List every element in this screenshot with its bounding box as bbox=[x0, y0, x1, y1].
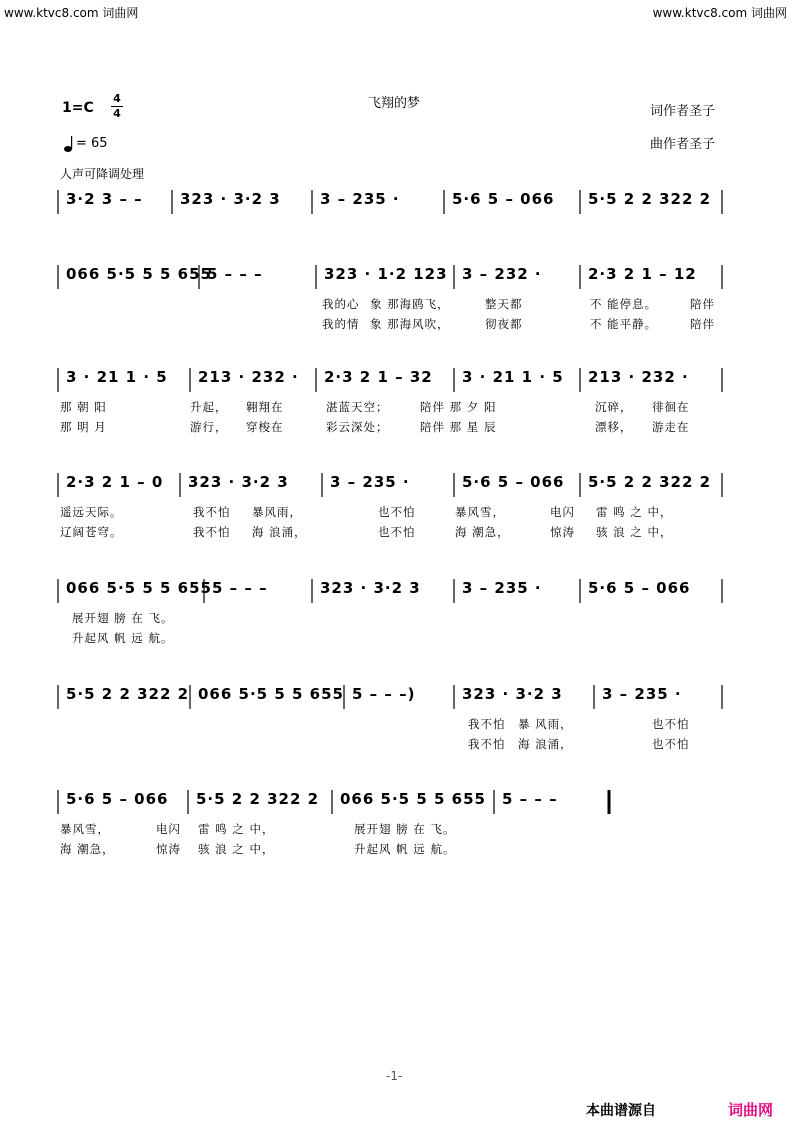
quarter-note-icon bbox=[64, 135, 74, 157]
lyric-verse-1: 我不怕 bbox=[193, 505, 231, 519]
lyricist-credit: 词作者圣子 bbox=[650, 104, 716, 119]
lyric-verse-2: 惊涛 bbox=[156, 842, 181, 856]
measure: 3 – 235 · bbox=[330, 473, 410, 491]
measure: 066 5·5 5 5 655 bbox=[66, 579, 212, 597]
lyric-verse-2: 海 潮急， bbox=[455, 525, 510, 539]
measure: 5·5 2 2 322 2 bbox=[196, 790, 320, 808]
lyric-verse-1: 徘徊在 bbox=[652, 400, 690, 414]
measure: 323 · 3·2 3 bbox=[320, 579, 421, 597]
measure: 3 – 232 · bbox=[462, 265, 542, 283]
measure: 323 · 1·2 123 bbox=[324, 265, 448, 283]
measure: 5·6 5 – 066 bbox=[588, 579, 691, 597]
staff-row bbox=[58, 579, 738, 603]
key-signature: 1=C bbox=[62, 100, 94, 116]
measure: 5 – – – bbox=[207, 265, 263, 283]
lyric-verse-1: 沉碎， bbox=[595, 400, 633, 414]
measure: 3·2 3 – – bbox=[66, 190, 143, 208]
measure: 5 – – – bbox=[502, 790, 558, 808]
measure: 3 – 235 · bbox=[462, 579, 542, 597]
lyric-verse-2: 骇 浪 之 中， bbox=[596, 525, 673, 539]
lyric-verse-2: 骇 浪 之 中， bbox=[198, 842, 275, 856]
watermark-right: www.ktvc8.com 词曲网 bbox=[652, 6, 787, 20]
lyric-verse-2: 我不怕 bbox=[193, 525, 231, 539]
measure: 5·5 2 2 322 2 bbox=[588, 190, 712, 208]
measure: 323 · 3·2 3 bbox=[462, 685, 563, 703]
measure: 5 – – – bbox=[212, 579, 268, 597]
measure: 3 · 21 1 · 5 bbox=[462, 368, 564, 386]
time-signature-bottom: 4 bbox=[113, 107, 121, 120]
measure: 5 – – –) bbox=[352, 685, 416, 703]
measure: 2·3 2 1 – 0 bbox=[66, 473, 164, 491]
lyric-verse-1: 我不怕 bbox=[468, 717, 506, 731]
lyric-verse-1: 暴风雨， bbox=[252, 505, 302, 519]
lyric-verse-2: 游行， bbox=[190, 420, 228, 434]
lyric-verse-1: 翱翔在 bbox=[246, 400, 284, 414]
measure: 323 · 3·2 3 bbox=[188, 473, 289, 491]
lyric-verse-1: 暴 风雨， bbox=[518, 717, 573, 731]
staff-row bbox=[58, 368, 738, 392]
measure: 5·6 5 – 066 bbox=[462, 473, 565, 491]
measure: 5·6 5 – 066 bbox=[66, 790, 169, 808]
staff-row bbox=[58, 265, 738, 289]
measure: 3 – 235 · bbox=[320, 190, 400, 208]
staff-row bbox=[58, 685, 738, 709]
lyric-verse-2: 陪伴 bbox=[690, 317, 715, 331]
lyric-verse-1: 我的心 bbox=[322, 297, 360, 311]
lyric-verse-2: 彩云深处； bbox=[326, 420, 389, 434]
lyric-verse-1: 也不怕 bbox=[652, 717, 690, 731]
lyric-verse-2: 穿梭在 bbox=[246, 420, 284, 434]
page-number: -1- bbox=[386, 1069, 403, 1083]
measure: 2·3 2 1 – 32 bbox=[324, 368, 433, 386]
lyric-verse-1: 不 能停息。 bbox=[590, 297, 658, 311]
lyric-verse-1: 陪伴 那 夕 阳 bbox=[420, 400, 497, 414]
watermark-left: www.ktvc8.com 词曲网 bbox=[4, 6, 139, 20]
time-signature-top: 4 bbox=[113, 92, 121, 105]
lyric-verse-1: 象 那海鸥飞， bbox=[370, 297, 450, 311]
lyric-verse-1: 遥远天际。 bbox=[60, 505, 123, 519]
lyric-verse-1: 展开翅 膀 在 飞。 bbox=[72, 611, 174, 625]
lyric-verse-2: 海 浪涌， bbox=[518, 737, 573, 751]
measure: 5·5 2 2 322 2 bbox=[66, 685, 190, 703]
measure: 213 · 232 · bbox=[588, 368, 689, 386]
lyric-verse-2: 也不怕 bbox=[378, 525, 416, 539]
composer-credit: 曲作者圣子 bbox=[650, 137, 716, 152]
measure: 5·5 2 2 322 2 bbox=[588, 473, 712, 491]
lyric-verse-1: 也不怕 bbox=[378, 505, 416, 519]
tempo-marking: = 65 bbox=[76, 136, 108, 151]
site-logo: 词曲网 bbox=[728, 1101, 774, 1119]
measure: 5·6 5 – 066 bbox=[452, 190, 555, 208]
lyric-verse-1: 电闪 bbox=[156, 822, 181, 836]
page-title: 飞翔的梦 bbox=[368, 96, 421, 111]
lyric-verse-2: 象 那海风吹， bbox=[370, 317, 450, 331]
measure: 066 5·5 5 5 655 bbox=[340, 790, 486, 808]
measure: 213 · 232 · bbox=[198, 368, 299, 386]
lyric-verse-2: 辽阔苍穹。 bbox=[60, 525, 123, 539]
lyric-verse-1: 暴风雪， bbox=[60, 822, 110, 836]
lyric-verse-1: 那 朝 阳 bbox=[60, 400, 107, 414]
lyric-verse-2: 那 明 月 bbox=[60, 420, 107, 434]
lyric-verse-2: 漂移， bbox=[595, 420, 633, 434]
measure: 066 5·5 5 5 655 bbox=[198, 685, 344, 703]
performance-note: 人声可降调处理 bbox=[60, 167, 145, 181]
measure: 3 · 21 1 · 5 bbox=[66, 368, 168, 386]
staff-row bbox=[58, 190, 738, 214]
measure: 2·3 2 1 – 12 bbox=[588, 265, 697, 283]
lyric-verse-1: 展开翅 膀 在 飞。 bbox=[354, 822, 456, 836]
lyric-verse-2: 游走在 bbox=[652, 420, 690, 434]
staff-row bbox=[58, 473, 738, 497]
staff-row bbox=[58, 790, 738, 814]
lyric-verse-2: 惊涛 bbox=[550, 525, 575, 539]
lyric-verse-2: 海 浪涌， bbox=[252, 525, 307, 539]
lyric-verse-1: 电闪 bbox=[550, 505, 575, 519]
lyric-verse-2: 陪伴 那 星 辰 bbox=[420, 420, 497, 434]
lyric-verse-1: 陪伴 bbox=[690, 297, 715, 311]
lyric-verse-2: 海 潮急， bbox=[60, 842, 115, 856]
lyric-verse-2: 升起风 帆 远 航。 bbox=[354, 842, 456, 856]
lyric-verse-2: 不 能平静。 bbox=[590, 317, 658, 331]
lyric-verse-1: 雷 鸣 之 中， bbox=[596, 505, 673, 519]
source-label: 本曲谱源自 bbox=[586, 1103, 656, 1119]
lyric-verse-2: 我的情 bbox=[322, 317, 360, 331]
lyric-verse-1: 整天都 bbox=[485, 297, 523, 311]
measure: 066 5·5 5 5 655 bbox=[66, 265, 212, 283]
lyric-verse-1: 湛蓝天空； bbox=[326, 400, 389, 414]
lyric-verse-1: 暴风雪， bbox=[455, 505, 505, 519]
measure: 3 – 235 · bbox=[602, 685, 682, 703]
lyric-verse-2: 也不怕 bbox=[652, 737, 690, 751]
lyric-verse-2: 彻夜都 bbox=[485, 317, 523, 331]
measure: 323 · 3·2 3 bbox=[180, 190, 281, 208]
lyric-verse-2: 我不怕 bbox=[468, 737, 506, 751]
lyric-verse-2: 升起风 帆 远 航。 bbox=[72, 631, 174, 645]
lyric-verse-1: 雷 鸣 之 中， bbox=[198, 822, 275, 836]
lyric-verse-1: 升起， bbox=[190, 400, 228, 414]
